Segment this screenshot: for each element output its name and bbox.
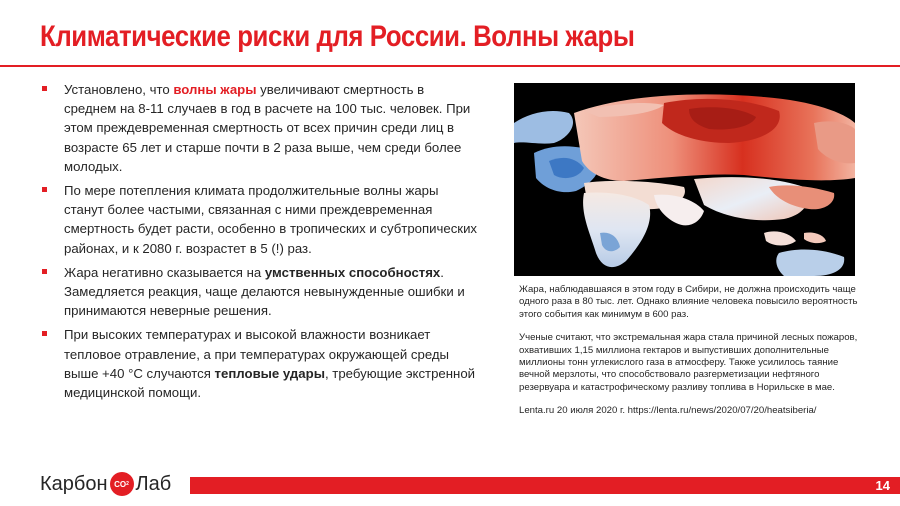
- co2-badge-icon: [110, 472, 134, 496]
- bullet-marker: [42, 86, 47, 91]
- bullet-text-pre: Жара негативно сказывается на: [64, 264, 265, 280]
- page-number: 14: [875, 478, 890, 493]
- bullet-item: [40, 80, 480, 176]
- bullet-highlight: тепловые удары: [214, 365, 325, 381]
- caption-paragraph: Ученые считают, что экстремальная жара стала причиной лесных пожаров, охвативших 1,15 миллиона гектаров и выпустивших дополнительные миллионы тонн углекислого газа в атмосферу. Также усилилось таяние вечной мерзлоты, что способствовало разгерметизации нефтяного резервуара и катастрофическому разливу топлива в Норильске в мае.: [519, 332, 858, 393]
- bullet-text-post: увеличивают смертность в среднем на 8-11 случаев в год в расчете на 100 тыс. человек. При этом преждевременная смертность от всех причин среди лиц в возрасте 65 лет и старше почти в 2 раза выше, чем среди более молодых.: [64, 82, 471, 174]
- slide-title: Климатические риски для России. Волны жары: [40, 20, 635, 53]
- bullet-text: По мере потепления климата продолжительные волны жары станут более частыми, связанная с ними преждевременная смертность будет расти, особенно в тропических и субтропических районах, и к 2080 г. возрастет в 5 (!) раз.: [64, 183, 478, 256]
- world-map-image: [514, 83, 855, 276]
- bullet-item: [40, 263, 480, 321]
- bullet-highlight: умственных способностях: [264, 264, 441, 280]
- bullet-marker: [42, 331, 47, 336]
- bullet-text-post: . Замедляется реакция, чаще делаются невынужденные ошибки и принимаются неверные решения.: [64, 264, 465, 319]
- company-logo: [40, 472, 171, 496]
- caption-paragraph: Жара, наблюдавшаяся в этом году в Сибири, не должна происходить чаще одного раза в 80 тыс. лет. Однако влияние человека повысило вероятность этого события как минимум в 600 раз.: [519, 284, 858, 320]
- bullet-item: [40, 181, 480, 258]
- co2-badge-sub: 2: [126, 481, 129, 487]
- bullet-text-post: , требующие экстренной медицинской помощи.: [64, 365, 476, 401]
- bullet-text-pre: При высоких температурах и высокой влажности возникает тепловое отравление, а при температурах окружающей среды выше +40 °C случаются: [64, 327, 450, 381]
- co2-badge-text: CO: [114, 479, 127, 489]
- map-caption: [519, 284, 864, 429]
- caption-source: Lenta.ru 20 июля 2020 г. https://lenta.ru/news/2020/07/20/heatsiberia/: [519, 405, 817, 417]
- bullet-text-pre: Установлено, что: [64, 82, 174, 97]
- title-divider: [0, 65, 900, 67]
- bullet-highlight: волны жары: [173, 82, 257, 97]
- logo-text-left: Карбон: [40, 472, 108, 495]
- bullet-marker: [42, 187, 47, 192]
- bullet-list: [40, 80, 480, 407]
- temperature-anomaly-map: [514, 83, 855, 276]
- footer-bar: [190, 477, 900, 494]
- bullet-marker: [42, 269, 47, 274]
- bullet-item: [40, 325, 480, 402]
- logo-text-right: Лаб: [135, 472, 172, 495]
